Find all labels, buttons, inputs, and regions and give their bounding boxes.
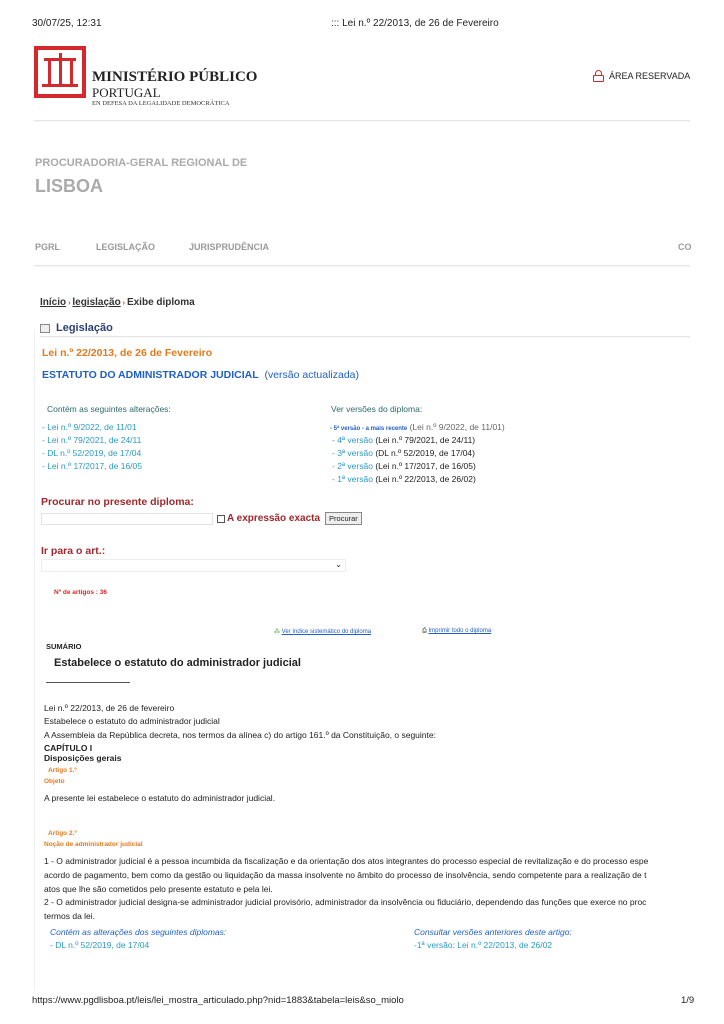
- content-border: [34, 330, 35, 990]
- printer-icon: ⎙: [422, 628, 427, 634]
- search-button[interactable]: Procurar: [325, 512, 362, 525]
- article-text: A presente lei estabelece o estatuto do administrador judicial.: [44, 793, 276, 803]
- logo-line1: MINISTÉRIO PÚBLICO: [92, 69, 258, 85]
- nav-more[interactable]: CO: [678, 242, 692, 252]
- versao-link[interactable]: - 2ª versão: [332, 461, 373, 471]
- section-title: Legislação: [56, 322, 113, 334]
- article-title: Noção de administrador judicial: [44, 841, 143, 848]
- article-text: termos da lei.: [44, 911, 96, 921]
- article-alteracoes-heading: Contém as alterações dos seguintes diplomas:: [50, 927, 227, 937]
- alteracao-link[interactable]: - Lei n.º 79/2021, de 24/11: [42, 435, 142, 445]
- versao-item: - 2ª versão (Lei n.º 17/2017, de 16/05): [332, 461, 476, 471]
- reserved-area-label: ÁREA RESERVADA: [609, 71, 691, 81]
- versao-link[interactable]: - 1ª versão: [332, 474, 373, 484]
- article-versions-heading: Consultar versões anteriores deste artigo:: [414, 927, 572, 937]
- article-text: 2 - O administrador judicial designa-se administrador judicial provisório, administrador da insolvência ou fiduciário, dependendo das funções que exerce no proc: [44, 897, 647, 907]
- versao-link[interactable]: - 3ª versão: [332, 448, 373, 458]
- print-title: ::: Lei n.º 22/2013, de 26 de Fevereiro: [331, 18, 499, 29]
- article-title: Objeto: [44, 778, 65, 785]
- lock-icon: [593, 70, 604, 82]
- alteracoes-heading: Contém as seguintes alterações:: [47, 404, 171, 414]
- sumario-heading: SUMÁRIO: [46, 642, 82, 651]
- goto-select[interactable]: [41, 559, 346, 572]
- divider: [46, 682, 130, 683]
- versoes-list: [330, 422, 505, 487]
- exact-label: A expressão exacta: [227, 513, 321, 524]
- article-text: 1 - O administrador judicial é a pessoa incumbida da fiscalização e da orientação dos atos integrantes do processo especial de revitalização e do processo espe: [44, 856, 649, 866]
- exact-checkbox[interactable]: [217, 515, 225, 523]
- chapter-title: CAPÍTULO I: [44, 743, 93, 753]
- nav-legislacao[interactable]: LEGISLAÇÃO: [96, 242, 156, 252]
- document-icon: [40, 324, 50, 333]
- print-url: https://www.pgdlisboa.pt/leis/lei_mostra_articulado.php?nid=1883&tabela=leis&so_miolo: [32, 995, 404, 1006]
- chevron-down-icon: ⌄: [335, 560, 342, 569]
- article-version-link[interactable]: -1ª versão: Lei n.º 22/2013, de 26/02: [414, 940, 553, 950]
- alteracao-link[interactable]: - DL n.º 52/2019, de 17/04: [42, 448, 142, 458]
- logo-line2: PORTUGAL: [92, 85, 161, 100]
- article-text: acordo de pagamento, bem como da gestão ou liquidação da massa insolvente no âmbito do processo de insolvência, sendo competente para a realização de t: [44, 870, 647, 880]
- versao-item: - 5ª versão - a mais recente (Lei n.º 9/2022, de 11/01): [330, 422, 505, 432]
- print-datetime: 30/07/25, 12:31: [32, 18, 102, 29]
- logo-line3: EN DEFESA DA LEGALIDADE DEMOCRÁTICA: [92, 100, 230, 107]
- reserved-area-link[interactable]: [593, 70, 690, 82]
- search-label: Procurar no presente diploma:: [41, 496, 194, 508]
- chapter-subtitle: Disposições gerais: [44, 753, 122, 763]
- versao-link[interactable]: - 5ª versão - a mais recente: [330, 426, 408, 432]
- tree-icon: ⁂: [274, 629, 280, 635]
- index-link[interactable]: ⁂ Ver índice sistemático do diploma: [274, 629, 372, 635]
- article-alteracao-link[interactable]: - DL n.º 52/2019, de 17/04: [50, 940, 150, 950]
- diploma-title: Lei n.º 22/2013, de 26 de Fevereiro: [42, 347, 213, 359]
- print-page: 1/9: [681, 995, 695, 1006]
- alteracao-link[interactable]: - Lei n.º 9/2022, de 11/01: [42, 422, 137, 432]
- section-heading: [40, 322, 113, 334]
- breadcrumb-inicio[interactable]: Início: [40, 297, 67, 308]
- nav-pgrl[interactable]: PGRL: [35, 242, 61, 252]
- article-number: Artigo 1.º: [48, 767, 77, 774]
- article-number: Artigo 2.º: [48, 830, 77, 837]
- article-text: atos que lhe são cometidos pelo presente estatuto e pela lei.: [44, 884, 273, 894]
- versao-link[interactable]: - 4ª versão: [332, 435, 373, 445]
- sumario-text: Estabelece o estatuto do administrador judicial: [54, 657, 301, 669]
- breadcrumb-legislacao[interactable]: legislação: [72, 297, 121, 308]
- goto-label: Ir para o art.:: [41, 545, 106, 557]
- breadcrumb: Início › legislação › Exibe diploma: [40, 297, 195, 308]
- content-line: Lei n.º 22/2013, de 26 de fevereiro: [44, 703, 175, 713]
- versao-item: - 1ª versão (Lei n.º 22/2013, de 26/02): [332, 474, 476, 484]
- content-line: A Assembleia da República decreta, nos termos da alínea c) do artigo 161.º da Constituição, o seguinte:: [44, 730, 436, 740]
- region-title: LISBOA: [35, 176, 104, 196]
- content-line: Estabelece o estatuto do administrador judicial: [44, 716, 220, 726]
- diploma-name: ESTATUTO DO ADMINISTRADOR JUDICIAL (versão actualizada): [42, 369, 359, 381]
- print-link[interactable]: ⎙ Imprimir todo o diploma: [422, 628, 492, 634]
- breadcrumb-current: Exibe diploma: [126, 297, 195, 308]
- logo-icon: [34, 46, 86, 98]
- alteracoes-list: [42, 422, 142, 474]
- search-input[interactable]: [41, 513, 213, 525]
- num-artigos: Nº de artigos : 36: [54, 589, 107, 596]
- versao-item: - 4ª versão (Lei n.º 79/2021, de 24/11): [332, 435, 476, 445]
- region-sub: PROCURADORIA-GERAL REGIONAL DE: [35, 157, 248, 169]
- nav-jurisprudencia[interactable]: JURISPRUDÊNCIA: [189, 242, 270, 252]
- versoes-heading: Ver versões do diploma:: [331, 404, 423, 414]
- alteracao-link[interactable]: - Lei n.º 17/2017, de 16/05: [42, 461, 142, 471]
- versao-item: - 3ª versão (DL n.º 52/2019, de 17/04): [332, 448, 475, 458]
